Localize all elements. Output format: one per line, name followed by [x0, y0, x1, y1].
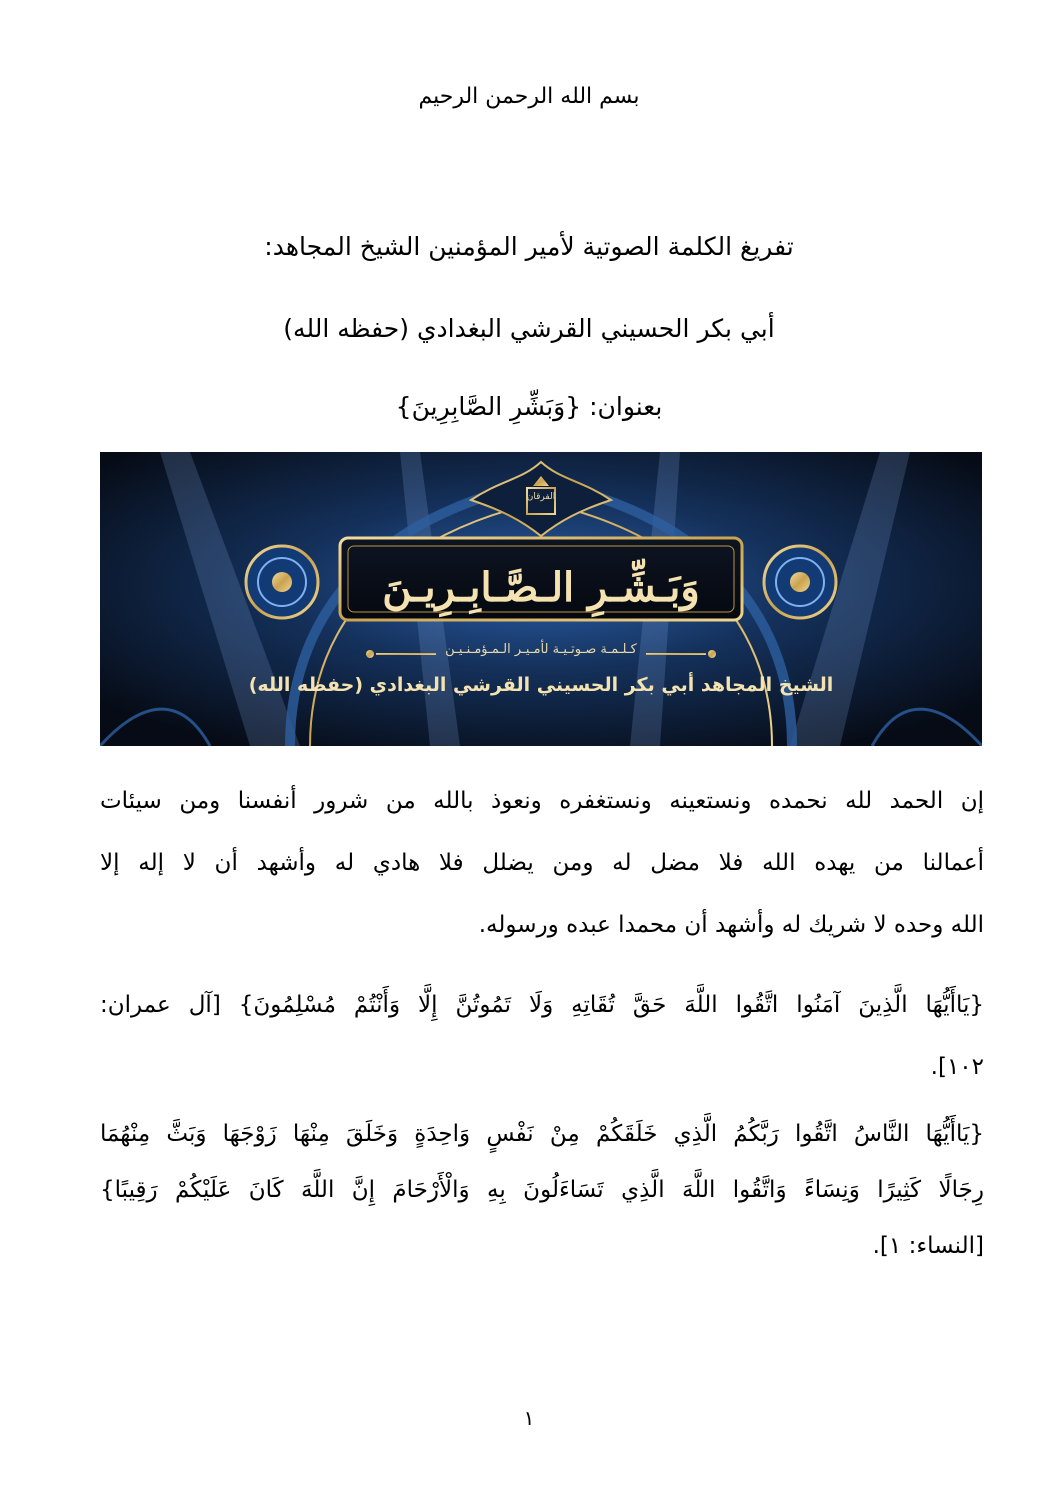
paragraph-line: رِجَالًا كَثِيرًا وَنِسَاءً وَاتَّقُوا اللَّهَ الَّذِي تَسَاءَلُونَ بِهِ وَالْأَرْحَامَ إِنَّ اللَّهَ كَانَ عَلَيْكُمْ رَقِيبًا} — [100, 1177, 984, 1203]
paragraph-line: ١٠٢]. — [930, 1054, 984, 1080]
banner-main-title: وَبَـشِّـرِ الـصَّـابِـرِيـنَ — [382, 564, 700, 611]
banner-speaker-name: الشيخ المجاهد أبي بكر الحسيني القرشي البغدادي (حفظه الله) — [248, 674, 834, 696]
page-number: ١ — [523, 1406, 535, 1430]
paragraph-line: {يَاأَيُّهَا النَّاسُ اتَّقُوا رَبَّكُمُ الَّذِي خَلَقَكُمْ مِنْ نَفْسٍ وَاحِدَةٍ وَخَلَقَ مِنْهَا زَوْجَهَا وَبَثَّ مِنْهُمَا — [100, 1121, 984, 1147]
basmala-heading: بسم الله الرحمن الرحيم — [418, 84, 640, 109]
paragraph-line: إن الحمد لله نحمده ونستعينه ونستغفره ونعوذ بالله من شرور أنفسنا ومن سيئات — [100, 788, 984, 814]
title-line-3: بعنوان: {وَبَشِّرِ الصَّابِرِينَ} — [395, 392, 663, 421]
banner-logo-text: الفرقان — [526, 492, 556, 502]
title-line-2: أبي بكر الحسيني القرشي البغدادي (حفظه الله) — [283, 314, 775, 343]
paragraph-line: {يَاأَيُّهَا الَّذِينَ آمَنُوا اتَّقُوا اللَّهَ حَقَّ تُقَاتِهِ وَلَا تَمُوتُنَّ إِلَّا وَأَنْتُمْ مُسْلِمُونَ} [آل عمران: — [100, 992, 984, 1018]
paragraph-line: الله وحده لا شريك له وأشهد أن محمدا عبده ورسوله. — [478, 912, 984, 938]
banner-subtitle: كـلـمـة صـوتـيـة لأمـيـر الـمـؤمـنـيـن — [445, 642, 637, 657]
speech-banner-image — [100, 452, 982, 746]
paragraph-line: أعمالنا من يهده الله فلا مضل له ومن يضلل فلا هادي له وأشهد أن لا إله إلا — [100, 850, 984, 876]
opening-paragraph — [100, 770, 984, 956]
title-line-1: تفريغ الكلمة الصوتية لأمير المؤمنين الشيخ المجاهد: — [264, 232, 794, 261]
paragraph-line: [النساء: ١]. — [872, 1233, 984, 1259]
verse-an-nisa — [100, 1106, 984, 1274]
verse-al-imran — [100, 974, 984, 1098]
